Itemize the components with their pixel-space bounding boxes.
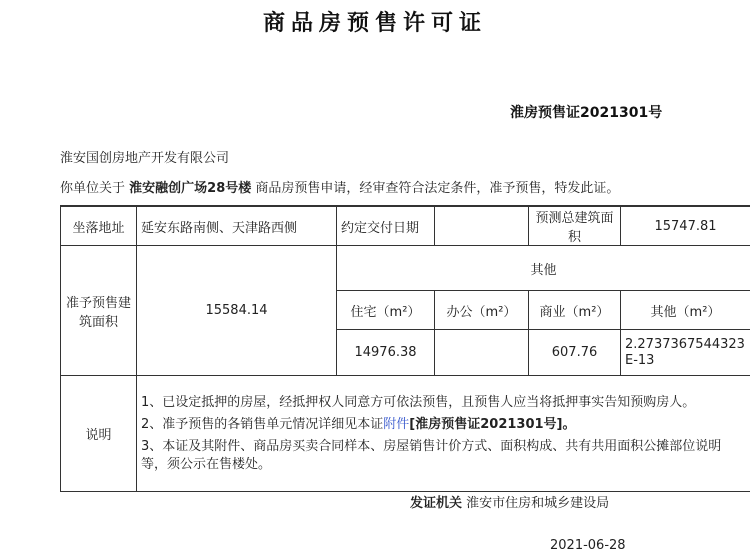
commercial-value: 607.76	[529, 330, 621, 376]
commercial-label: 商业（m²）	[529, 291, 621, 330]
permit-table	[60, 205, 750, 492]
certificate-number: 淮房预售证2021301号	[510, 105, 663, 121]
total-area-value: 15747.81	[621, 206, 750, 246]
notes-label: 说明	[61, 376, 137, 492]
delivery-date-label: 约定交付日期	[337, 206, 435, 246]
issuer-name: 淮安市住房和城乡建设局	[466, 496, 610, 511]
location-label: 坐落地址	[61, 206, 137, 246]
issue-date: 2021-06-28	[550, 538, 626, 553]
note-1: 1、已设定抵押的房屋，经抵押权人同意方可依法预售，且预售人应当将抵押事实告知预购房人。	[141, 394, 696, 410]
residential-label: 住宅（m²）	[337, 291, 435, 330]
location-value: 延安东路南侧、天津路西侧	[137, 206, 337, 246]
note-2	[141, 414, 746, 436]
issuer-label: 发证机关	[410, 496, 463, 511]
statement-suffix: 商品房预售申请，经审查符合法定条件，准予预售，特发此证。	[255, 181, 620, 196]
total-area-label: 预测总建筑面积	[529, 206, 621, 246]
presale-area-label: 准予预售建筑面积	[61, 246, 137, 376]
approval-statement	[60, 177, 619, 196]
attachment-link[interactable]: 附件	[383, 416, 410, 432]
page-title: 商品房预售许可证	[262, 11, 487, 36]
company-name: 淮安国创房地产开发有限公司	[60, 151, 230, 166]
statement-prefix: 你单位关于	[60, 181, 126, 196]
office-value	[435, 330, 529, 376]
project-name: 淮安融创广场28号楼	[129, 181, 252, 196]
other-value: 2.2737367544323E-13	[621, 330, 750, 376]
residential-value: 14976.38	[337, 330, 435, 376]
issuing-authority	[410, 492, 609, 511]
office-label: 办公（m²）	[435, 291, 529, 330]
presale-area-value: 15584.14	[137, 246, 337, 376]
other-label: 其他（m²）	[621, 291, 750, 330]
note-2-prefix: 2、准予预售的各销售单元情况详细见本证	[141, 416, 384, 432]
note-3: 3、本证及其附件、商品房买卖合同样本、房屋销售计价方式、面积构成、共有共用面积公摊部位说明等，须公示在售楼处。	[141, 438, 722, 472]
delivery-date-value	[435, 206, 529, 246]
note-2-ref: [淮房预售证2021301号]。	[409, 416, 576, 432]
other-header: 其他	[337, 246, 750, 291]
notes-cell	[137, 376, 750, 492]
